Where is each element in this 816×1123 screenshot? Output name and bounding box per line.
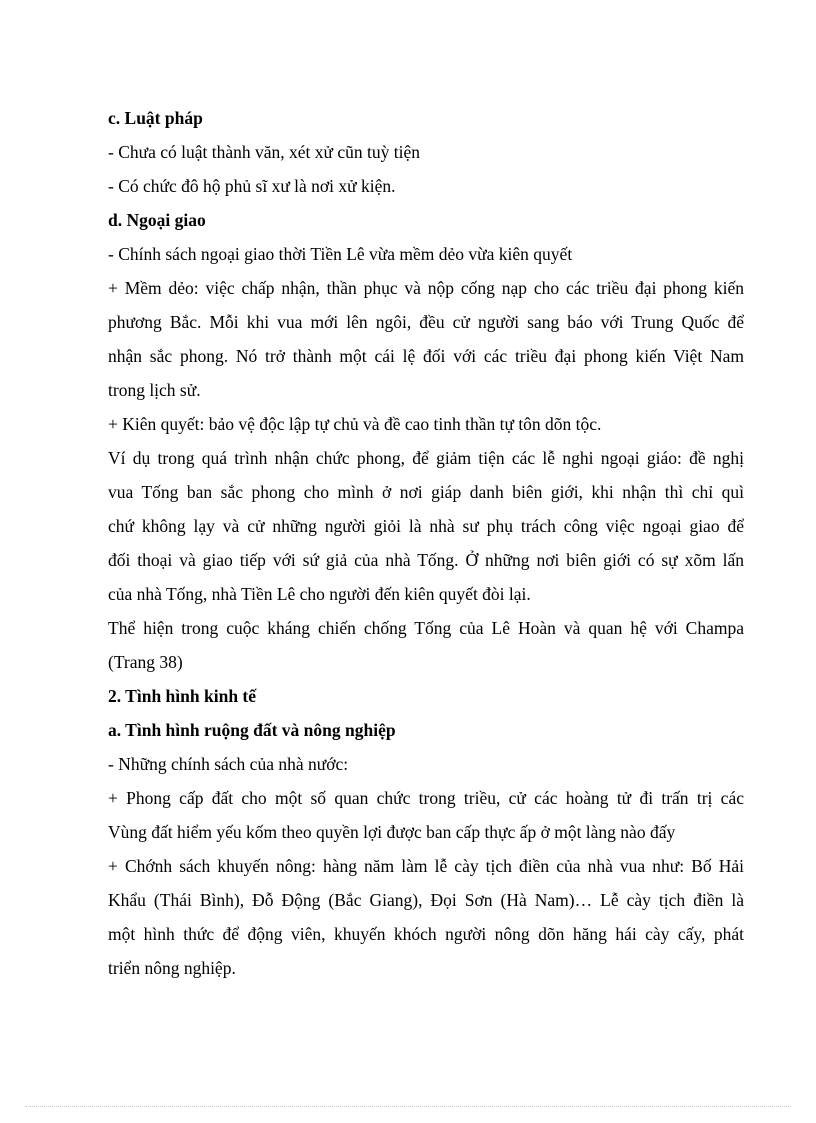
- text-line: phương Bắc. Mỗi khi vua mới lên ngôi, đều cử người sang báo với Trung Quốc để: [108, 312, 744, 332]
- section-heading: a. Tình hình ruộng đất và nông nghiệp: [108, 720, 396, 740]
- text-line: - Những chính sách của nhà nước:: [108, 754, 349, 774]
- text-line: - Chưa có luật thành văn, xét xử cũn tuỳ tiện: [108, 142, 421, 162]
- text-line: trong lịch sử.: [108, 380, 201, 400]
- section-heading: 2. Tình hình kinh tế: [108, 686, 257, 706]
- section-heading: d. Ngoại giao: [108, 210, 206, 230]
- text-line: Khẩu (Thái Bình), Đỗ Động (Bắc Giang), Đọi Sơn (Hà Nam)… Lễ cày tịch điền là: [108, 890, 744, 910]
- text-line: triển nông nghiệp.: [108, 958, 236, 978]
- text-line: + Phong cấp đất cho một số quan chức trong triều, cử các hoàng tử đi trấn trị các: [108, 788, 744, 808]
- document-page: [108, 101, 744, 985]
- text-line: + Mềm dẻo: việc chấp nhận, thần phục và nộp cống nạp cho các triều đại phong kiến: [108, 278, 744, 298]
- text-line: + Kiên quyết: bảo vệ độc lập tự chủ và đề cao tinh thần tự tôn dõn tộc.: [108, 414, 602, 434]
- text-line: Ví dụ trong quá trình nhận chức phong, để giảm tiện các lễ nghi ngoại giáo: đề nghị: [108, 448, 744, 468]
- text-line: nhận sắc phong. Nó trở thành một cái lệ đối với các triều đại phong kiến Việt Nam: [108, 346, 744, 366]
- text-line: của nhà Tống, nhà Tiền Lê cho người đến kiên quyết đòi lại.: [108, 584, 531, 604]
- page-footer-divider: [25, 1106, 791, 1107]
- text-line: (Trang 38): [108, 652, 183, 672]
- text-line: - Chính sách ngoại giao thời Tiền Lê vừa mềm dẻo vừa kiên quyết: [108, 244, 573, 264]
- text-line: - Có chức đô hộ phủ sĩ xư là nơi xử kiện.: [108, 176, 396, 196]
- text-line: Thể hiện trong cuộc kháng chiến chống Tống của Lê Hoàn và quan hệ với Champa: [108, 618, 744, 638]
- text-line: + Chớnh sách khuyến nông: hàng năm làm lễ cày tịch điền của nhà vua như: Bố Hải: [108, 856, 744, 876]
- section-heading: c. Luật pháp: [108, 108, 203, 128]
- text-line: Vùng đất hiểm yếu kốm theo quyền lợi được ban cấp thực ấp ở một làng nào đấy: [108, 822, 676, 842]
- text-line: đối thoại và giao tiếp với sứ giả của nhà Tống. Ở những nơi biên giới có sự xõm lấn: [108, 550, 744, 570]
- text-line: vua Tống ban sắc phong cho mình ở nơi giáp danh biên giới, khi nhận thì chỉ quì: [108, 482, 744, 502]
- text-line: chứ không lạy và cử những người giỏi là nhà sư phụ trách công việc ngoại giao để: [108, 516, 744, 536]
- text-line: một hình thức để động viên, khuyến khóch người nông dõn hăng hái cày cấy, phát: [108, 924, 744, 944]
